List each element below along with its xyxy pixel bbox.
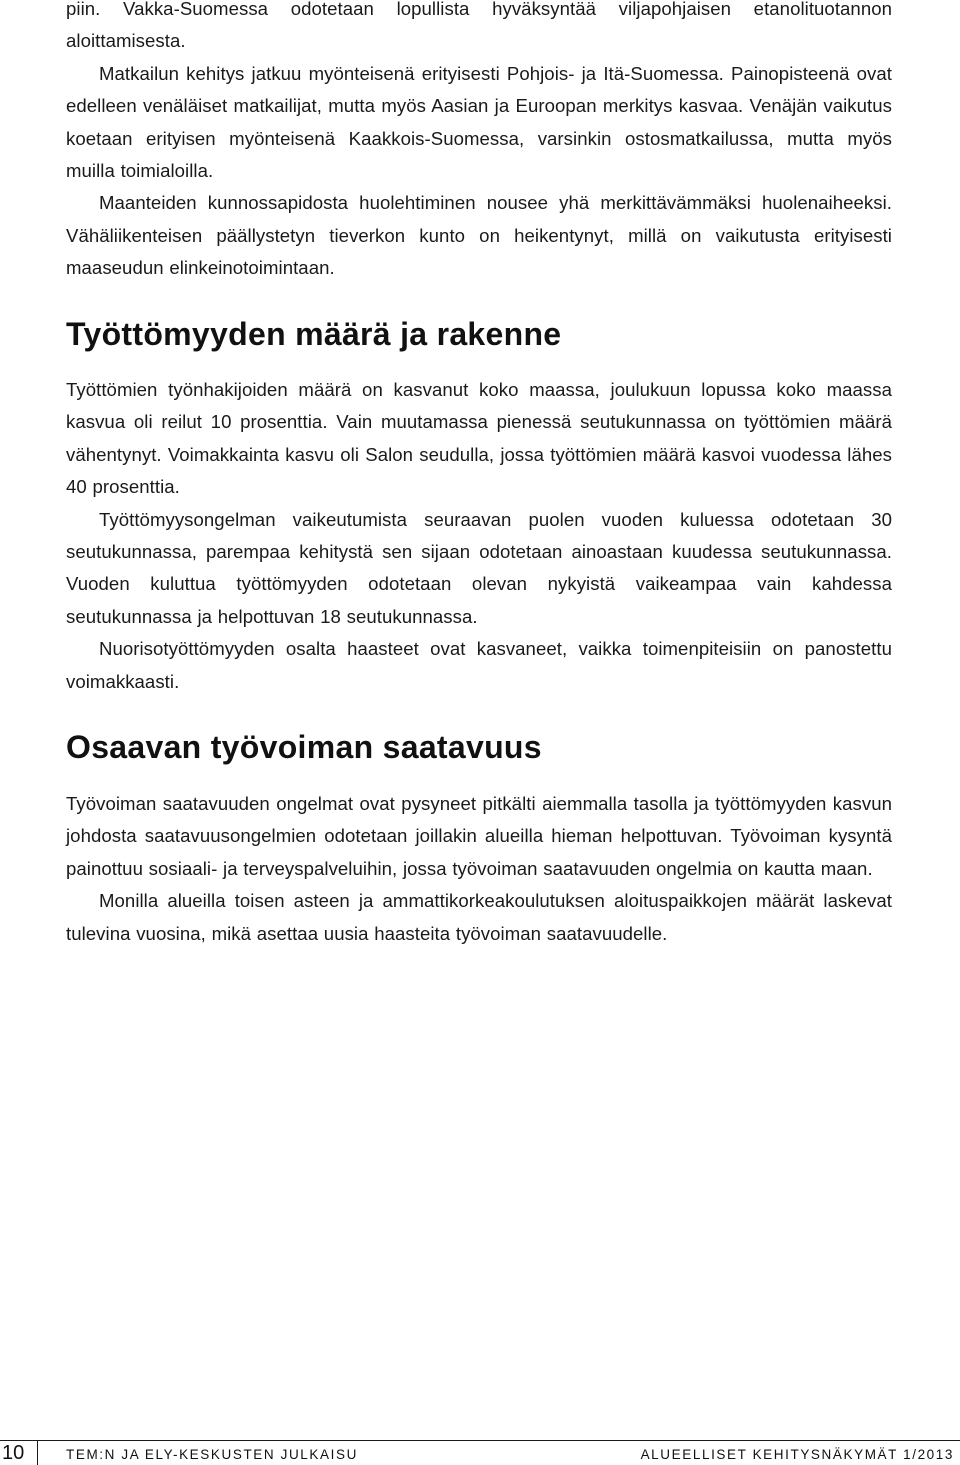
- paragraph: Työvoiman saatavuuden ongelmat ovat pysyneet pitkälti aiemmalla tasolla ja työttömyyden kasvun johdosta saatavuusongelmien odotetaan joillakin alueilla hieman helpottuvan. Työvoiman kysyntä painottuu sosiaali- ja terveyspalveluihin, jossa työvoiman saatavuuden ongelmia on kautta maan.: [66, 793, 892, 879]
- paragraph: piin. Vakka-Suomessa odotetaan lopullista hyväksyntää viljapohjaisen etanolituotannon aloittamisesta.: [66, 0, 892, 52]
- paragraph: Maanteiden kunnossapidosta huolehtiminen nousee yhä merkittävämmäksi huolenaiheeksi. Vähäliikenteisen päällystetyn tieverkon kunto on heikentynyt, millä on vaikutusta erityisesti maaseudun elinkeinotoimintaan.: [66, 192, 892, 279]
- paragraph: Työttömyysongelman vaikeutumista seuraavan puolen vuoden kuluessa odotetaan 30 seutukunnassa, parempaa kehitystä sen sijaan odotetaan ainoastaan kuudessa seutukunnassa. Vuoden kuluttua työttömyyden odotetaan olevan nykyistä vaikeampaa vain kahdessa seutukunnassa ja helpottuvan 18 seutukunnassa.: [66, 508, 892, 627]
- paragraph: Työttömien työnhakijoiden määrä on kasvanut koko maassa, joulukuun lopussa koko maassa kasvua oli reilut 10 prosenttia. Vain muutamassa pienessä seutukunnassa on työttömien määrä vähentynyt. Voimakkainta kasvu oli Salon seudulla, jossa työttömien määrä kasvoi vuodessa lähes 40 prosenttia.: [66, 379, 892, 498]
- paragraph: Matkailun kehitys jatkuu myönteisenä erityisesti Pohjois- ja Itä-Suomessa. Painopisteenä ovat edelleen venäläiset matkailijat, mutta myös Aasian ja Euroopan merkitys kasvaa. Venäjän vaikutus koetaan erityisen myönteisenä Kaakkois-Suomessa, varsinkin ostosmatkailussa, mutta myös muilla toimialoilla.: [66, 62, 892, 182]
- footer-publication: ALUEELLISET KEHITYSNÄKYMÄT 1/2013: [640, 1447, 954, 1462]
- section-text-block: [66, 374, 892, 698]
- page-number: 10: [2, 1442, 25, 1464]
- section-heading: Osaavan työvoiman saatavuus: [66, 729, 542, 765]
- paragraph: Nuorisotyöttömyyden osalta haasteet ovat kasvaneet, vaikka toimenpiteisiin on panostettu voimakkaasti.: [66, 638, 892, 692]
- footer-divider: [37, 1440, 38, 1465]
- paragraph: Monilla alueilla toisen asteen ja ammattikorkeakoulutuksen aloituspaikkojen määrät laskevat tulevina vuosina, mikä asettaa uusia haasteita työvoiman saatavuudelle.: [66, 890, 892, 944]
- section-heading: Työttömyyden määrä ja rakenne: [66, 316, 562, 352]
- footer-rule: [0, 1440, 960, 1441]
- footer-publisher: TEM:N JA ELY-KESKUSTEN JULKAISU: [66, 1447, 358, 1462]
- intro-text-block: [66, 0, 892, 285]
- section-text-block: [66, 788, 892, 950]
